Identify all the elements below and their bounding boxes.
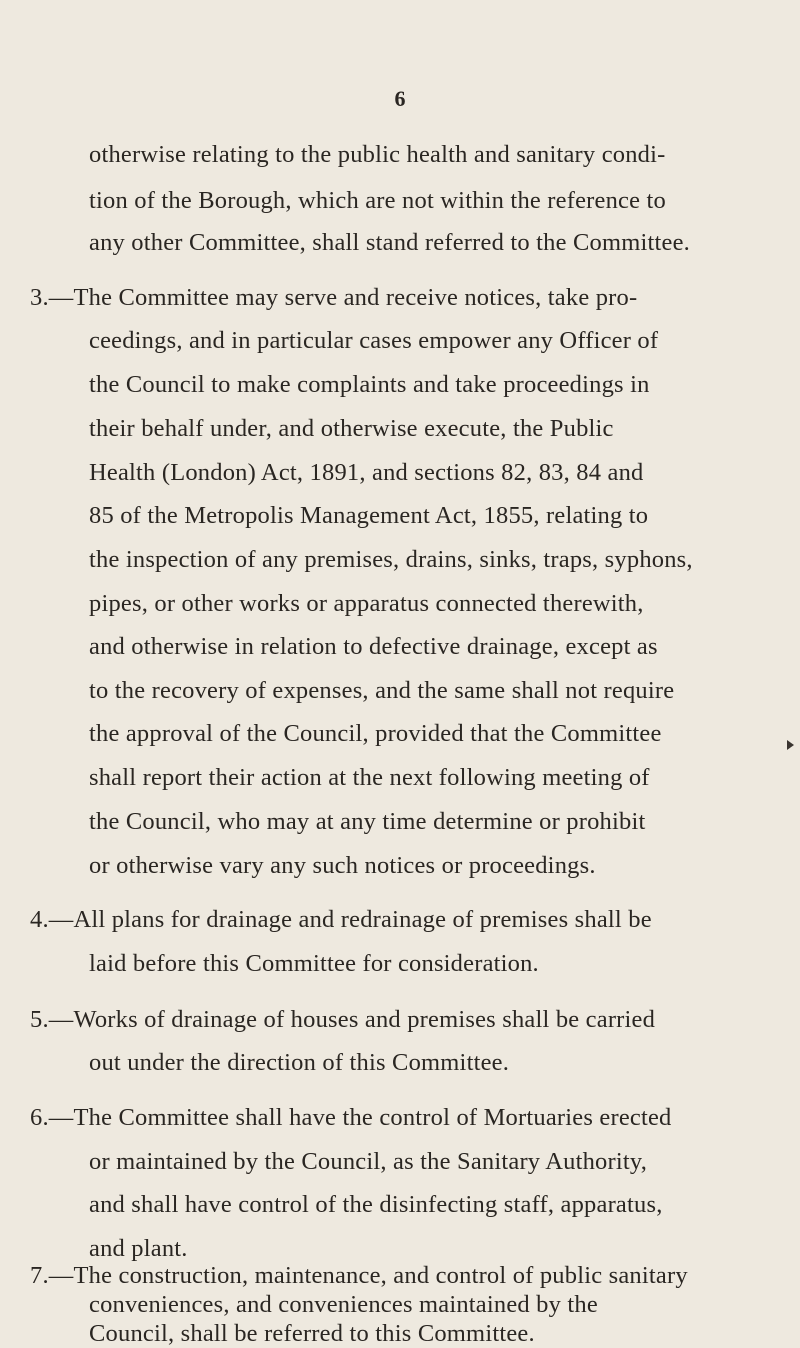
text-line: otherwise relating to the public health and sanitary condi- [89, 141, 666, 168]
text-line: pipes, or other works or apparatus connected therewith, [89, 590, 644, 617]
margin-mark-icon [787, 740, 794, 750]
text-line: or otherwise vary any such notices or proceedings. [89, 852, 596, 879]
text-line: their behalf under, and otherwise execute, the Public [89, 415, 614, 442]
text-line: tion of the Borough, which are not within the reference to [89, 187, 666, 214]
text-line: the Council, who may at any time determine or prohibit [89, 808, 646, 835]
text-line: and plant. [89, 1235, 188, 1262]
text-line: conveniences, and conveniences maintained by the [89, 1291, 598, 1318]
text-line: the inspection of any premises, drains, sinks, traps, syphons, [89, 546, 693, 573]
text-line: the approval of the Council, provided that the Committee [89, 720, 662, 747]
text-line: Council, shall be referred to this Committee. [89, 1320, 535, 1347]
text-line: ceedings, and in particular cases empower any Officer of [89, 327, 659, 354]
text-line: to the recovery of expenses, and the same shall not require [89, 677, 675, 704]
text-line: 4.—All plans for drainage and redrainage of premises shall be [30, 906, 652, 933]
text-line: any other Committee, shall stand referred to the Committee. [89, 229, 690, 256]
text-line: shall report their action at the next following meeting of [89, 764, 650, 791]
text-line: 3.—The Committee may serve and receive notices, take pro- [30, 284, 638, 311]
text-line: 7.—The construction, maintenance, and control of public sanitary [30, 1262, 688, 1289]
text-line: the Council to make complaints and take proceedings in [89, 371, 650, 398]
text-line: laid before this Committee for consideration. [89, 950, 539, 977]
text-line: and shall have control of the disinfecting staff, apparatus, [89, 1191, 663, 1218]
text-line: out under the direction of this Committee. [89, 1049, 510, 1076]
text-line: or maintained by the Council, as the Sanitary Authority, [89, 1148, 648, 1175]
text-line: 85 of the Metropolis Management Act, 1855, relating to [89, 502, 649, 529]
text-line: 5.—Works of drainage of houses and premises shall be carried [30, 1006, 656, 1033]
text-line: 6.—The Committee shall have the control of Mortuaries erected [30, 1104, 672, 1131]
text-line: Health (London) Act, 1891, and sections 82, 83, 84 and [89, 459, 644, 486]
text-line: and otherwise in relation to defective drainage, except as [89, 633, 658, 660]
page-number: 6 [394, 86, 406, 111]
